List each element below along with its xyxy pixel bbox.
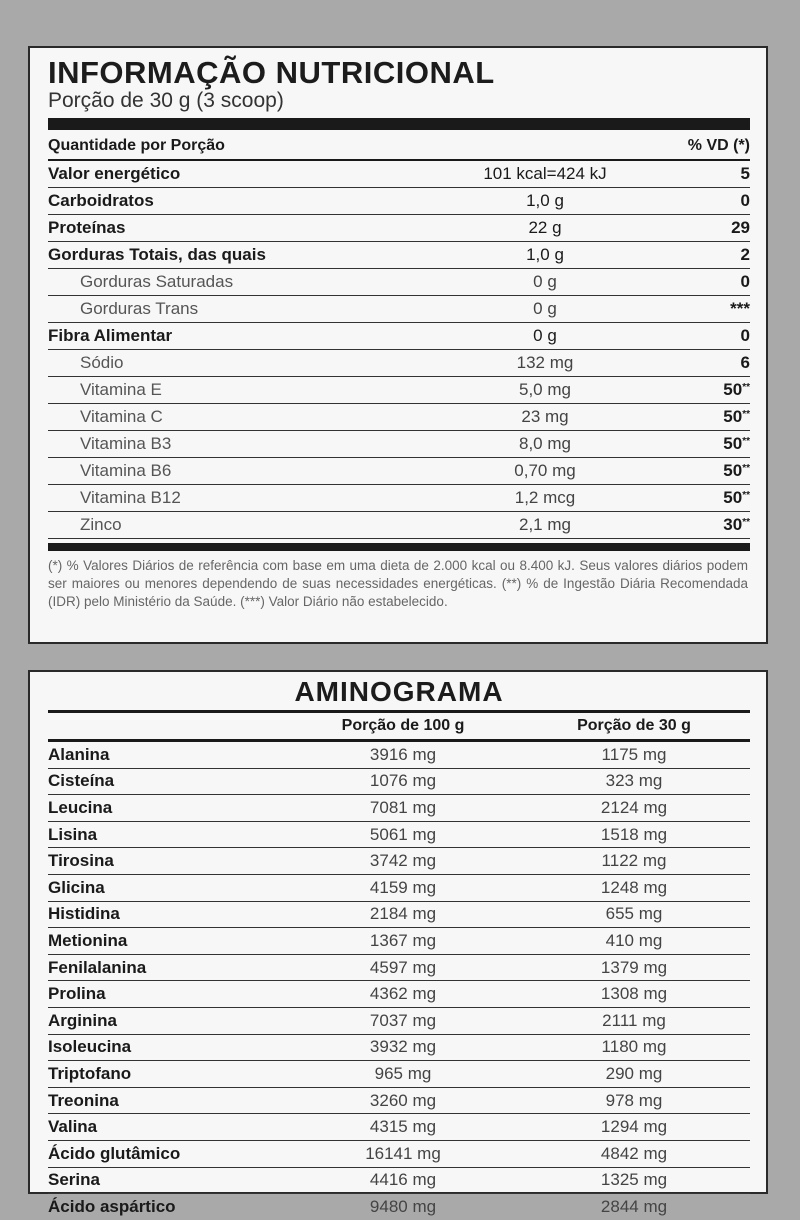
amino-value-30g: 410 mg [605, 930, 663, 950]
nutrition-row [48, 296, 750, 323]
nutrient-vd-value: 50 [723, 434, 743, 453]
amino-value-100g: 3916 mg [369, 744, 437, 764]
aminogram-row [48, 1141, 750, 1168]
nutrient-vd [670, 245, 750, 265]
amino-value-30g: 2844 mg [600, 1196, 668, 1216]
nutrient-name: Gorduras Totais, das quais [48, 245, 266, 264]
amino-value-100g: 7037 mg [369, 1010, 437, 1030]
amino-acid-name: Ácido aspártico [48, 1196, 176, 1216]
nutrition-row [48, 188, 750, 215]
amino-value-100g: 965 mg [374, 1063, 432, 1083]
nutrient-vd [670, 218, 750, 238]
nutrient-name: Carboidratos [48, 191, 154, 210]
nutrition-row [48, 323, 750, 350]
amino-value-30g: 655 mg [605, 904, 663, 924]
aminogram-row [48, 1114, 750, 1141]
amino-value-30g: 323 mg [605, 771, 663, 791]
nutrient-quantity: 101 kcal=424 kJ [483, 164, 607, 183]
nutrient-vd-value: 5 [740, 164, 750, 183]
nutrient-vd [670, 272, 750, 292]
aminogram-row [48, 955, 750, 982]
nutrient-quantity: 132 mg [516, 353, 574, 372]
amino-value-100g: 16141 mg [365, 1143, 441, 1163]
nutrient-name: Vitamina C [80, 407, 163, 426]
nutrient-name: Zinco [80, 515, 122, 534]
amino-acid-name: Valina [48, 1117, 98, 1137]
serving-size: Porção de 30 g (3 scoop) [48, 89, 284, 112]
aminogram-header-30g: Porção de 30 g [577, 717, 691, 734]
nutrient-name: Proteínas [48, 218, 126, 237]
amino-value-100g: 4362 mg [369, 984, 437, 1004]
amino-value-30g: 1379 mg [600, 957, 668, 977]
nutrition-rows [48, 161, 750, 539]
nutrient-quantity: 0 g [533, 299, 557, 318]
nutrient-name: Valor energético [48, 164, 181, 183]
nutrition-row [48, 215, 750, 242]
amino-value-30g: 1294 mg [600, 1117, 668, 1137]
nutrient-name: Vitamina B6 [80, 461, 172, 480]
nutrition-row [48, 512, 750, 539]
amino-value-100g: 4416 mg [369, 1170, 437, 1190]
aminogram-row [48, 822, 750, 849]
amino-value-30g: 1122 mg [601, 851, 667, 871]
nutrient-vd-marker: ** [742, 463, 750, 474]
nutrient-vd [670, 353, 750, 373]
amino-acid-name: Serina [48, 1170, 100, 1190]
nutrient-quantity: 5,0 mg [519, 380, 571, 399]
nutrient-quantity: 1,0 g [526, 191, 564, 210]
nutrition-row [48, 269, 750, 296]
amino-value-100g: 7081 mg [369, 797, 437, 817]
nutrient-vd [670, 191, 750, 211]
nutrient-vd [670, 164, 750, 184]
aminogram-row [48, 1088, 750, 1115]
amino-acid-name: Glicina [48, 877, 105, 897]
nutrition-footnote: (*) % Valores Diários de referência com base em uma dieta de 2.000 kcal ou 8.400 kJ. Seus valores diários podem ser maiores ou menores dependendo de suas necessidades energéticas. (**) % de Ingestão Diária Recomendada (IDR) pelo Ministério da Saúde. (***) Valor Diário não estabelecido. [48, 558, 748, 609]
nutrient-vd-value: 50 [723, 407, 743, 426]
aminogram-row [48, 769, 750, 796]
aminogram-row [48, 1194, 750, 1220]
amino-value-100g: 4159 mg [369, 877, 437, 897]
nutrient-vd [670, 299, 750, 319]
amino-acid-name: Alanina [48, 744, 110, 764]
nutrition-title: INFORMAÇÃO NUTRICIONAL [48, 55, 495, 90]
nutrient-vd-value: 0 [740, 272, 750, 291]
nutrient-vd [670, 461, 750, 481]
amino-acid-name: Leucina [48, 797, 113, 817]
aminogram-row [48, 875, 750, 902]
aminogram-row [48, 1035, 750, 1062]
aminogram-header-100g: Porção de 100 g [341, 717, 465, 734]
amino-acid-name: Ácido glutâmico [48, 1143, 181, 1163]
nutrient-vd [670, 434, 750, 454]
amino-acid-name: Metionina [48, 930, 128, 950]
nutrient-vd [670, 488, 750, 508]
aminogram-row [48, 928, 750, 955]
amino-value-100g: 4597 mg [369, 957, 437, 977]
amino-value-100g: 3260 mg [369, 1090, 437, 1110]
nutrient-quantity: 8,0 mg [519, 434, 571, 453]
amino-value-30g: 2124 mg [600, 797, 668, 817]
nutrient-name: Gorduras Trans [80, 299, 199, 318]
nutrition-row [48, 404, 750, 431]
amino-acid-name: Treonina [48, 1090, 119, 1110]
nutrition-header-row [48, 133, 750, 161]
amino-value-30g: 978 mg [605, 1090, 663, 1110]
amino-acid-name: Fenilalanina [48, 957, 147, 977]
aminogram-row [48, 981, 750, 1008]
aminogram-row [48, 1008, 750, 1035]
nutrient-vd [670, 380, 750, 400]
amino-acid-name: Arginina [48, 1010, 117, 1030]
amino-value-30g: 1518 mg [600, 824, 668, 844]
nutrient-quantity: 23 mg [521, 407, 569, 426]
nutrient-vd-marker: ** [742, 436, 750, 447]
amino-value-100g: 9480 mg [369, 1196, 437, 1216]
header-vd-label: % VD (*) [687, 137, 750, 154]
amino-value-100g: 1076 mg [369, 771, 437, 791]
nutrient-vd-marker: ** [742, 517, 750, 528]
aminogram-panel [28, 670, 768, 1216]
nutrient-vd-value: 6 [740, 353, 750, 372]
nutrition-row [48, 431, 750, 458]
amino-acid-name: Isoleucina [48, 1037, 132, 1057]
nutrient-quantity: 0 g [533, 272, 557, 291]
amino-acid-name: Tirosina [48, 851, 114, 871]
amino-value-100g: 3932 mg [369, 1037, 437, 1057]
nutrient-vd-marker: ** [742, 409, 750, 420]
nutrient-name: Vitamina E [80, 380, 162, 399]
nutrient-vd-marker: ** [742, 490, 750, 501]
nutrition-row [48, 161, 750, 188]
aminogram-row [48, 1061, 750, 1088]
amino-value-100g: 5061 mg [369, 824, 437, 844]
divider-bar [48, 118, 750, 130]
nutrient-vd-value: 30 [723, 515, 743, 534]
nutrient-quantity: 1,2 mcg [514, 488, 576, 507]
amino-value-100g: 4315 mg [369, 1117, 437, 1137]
nutrient-vd-value: 50 [723, 488, 743, 507]
amino-acid-name: Prolina [48, 984, 106, 1004]
nutrient-quantity: 2,1 mg [519, 515, 571, 534]
amino-value-100g: 2184 mg [369, 904, 437, 924]
aminogram-row [48, 1168, 750, 1195]
amino-acid-name: Cisteína [48, 771, 115, 791]
nutrient-quantity: 1,0 g [526, 245, 564, 264]
amino-value-30g: 290 mg [605, 1063, 663, 1083]
nutrient-vd-marker: ** [742, 382, 750, 393]
nutrient-vd [670, 515, 750, 535]
nutrient-vd-value: 0 [740, 191, 750, 210]
nutrient-name: Vitamina B12 [80, 488, 181, 507]
nutrient-vd-value: 0 [740, 326, 750, 345]
nutrient-name: Vitamina B3 [80, 434, 172, 453]
amino-value-100g: 1367 mg [369, 930, 437, 950]
amino-value-30g: 4842 mg [600, 1143, 668, 1163]
aminogram-row [48, 902, 750, 929]
nutrient-name: Fibra Alimentar [48, 326, 173, 345]
nutrient-vd-value: *** [730, 299, 750, 318]
nutrient-vd-value: 29 [731, 218, 750, 237]
nutrition-row [48, 350, 750, 377]
amino-value-30g: 1175 mg [601, 744, 667, 764]
aminogram-title: AMINOGRAMA [294, 676, 504, 707]
aminogram-row [48, 848, 750, 875]
nutrient-vd-value: 50 [723, 380, 743, 399]
nutrient-vd [670, 326, 750, 346]
nutrient-quantity: 0,70 mg [514, 461, 576, 480]
nutrition-facts-panel [28, 46, 768, 644]
nutrient-quantity: 0 g [533, 326, 557, 345]
amino-acid-name: Lisina [48, 824, 98, 844]
nutrient-vd-value: 50 [723, 461, 743, 480]
divider-bar-bottom [48, 543, 750, 551]
header-quantity-label: Quantidade por Porção [48, 137, 225, 154]
aminogram-rows [48, 742, 750, 1220]
amino-value-30g: 1180 mg [601, 1037, 667, 1057]
nutrient-vd-value: 2 [740, 245, 750, 264]
nutrient-quantity: 22 g [528, 218, 562, 237]
nutrient-name: Gorduras Saturadas [80, 272, 234, 291]
amino-value-30g: 1308 mg [600, 984, 668, 1004]
aminogram-header-row [48, 713, 750, 742]
nutrient-name: Sódio [80, 353, 124, 372]
amino-value-100g: 3742 mg [369, 851, 437, 871]
amino-value-30g: 1248 mg [600, 877, 668, 897]
nutrient-vd [670, 407, 750, 427]
amino-value-30g: 1325 mg [600, 1170, 668, 1190]
aminogram-row [48, 742, 750, 769]
nutrition-row [48, 377, 750, 404]
nutrition-row [48, 485, 750, 512]
aminogram-row [48, 795, 750, 822]
amino-acid-name: Histidina [48, 904, 120, 924]
amino-acid-name: Triptofano [48, 1063, 132, 1083]
nutrition-row [48, 458, 750, 485]
nutrition-row [48, 242, 750, 269]
amino-value-30g: 2111 mg [602, 1010, 666, 1030]
